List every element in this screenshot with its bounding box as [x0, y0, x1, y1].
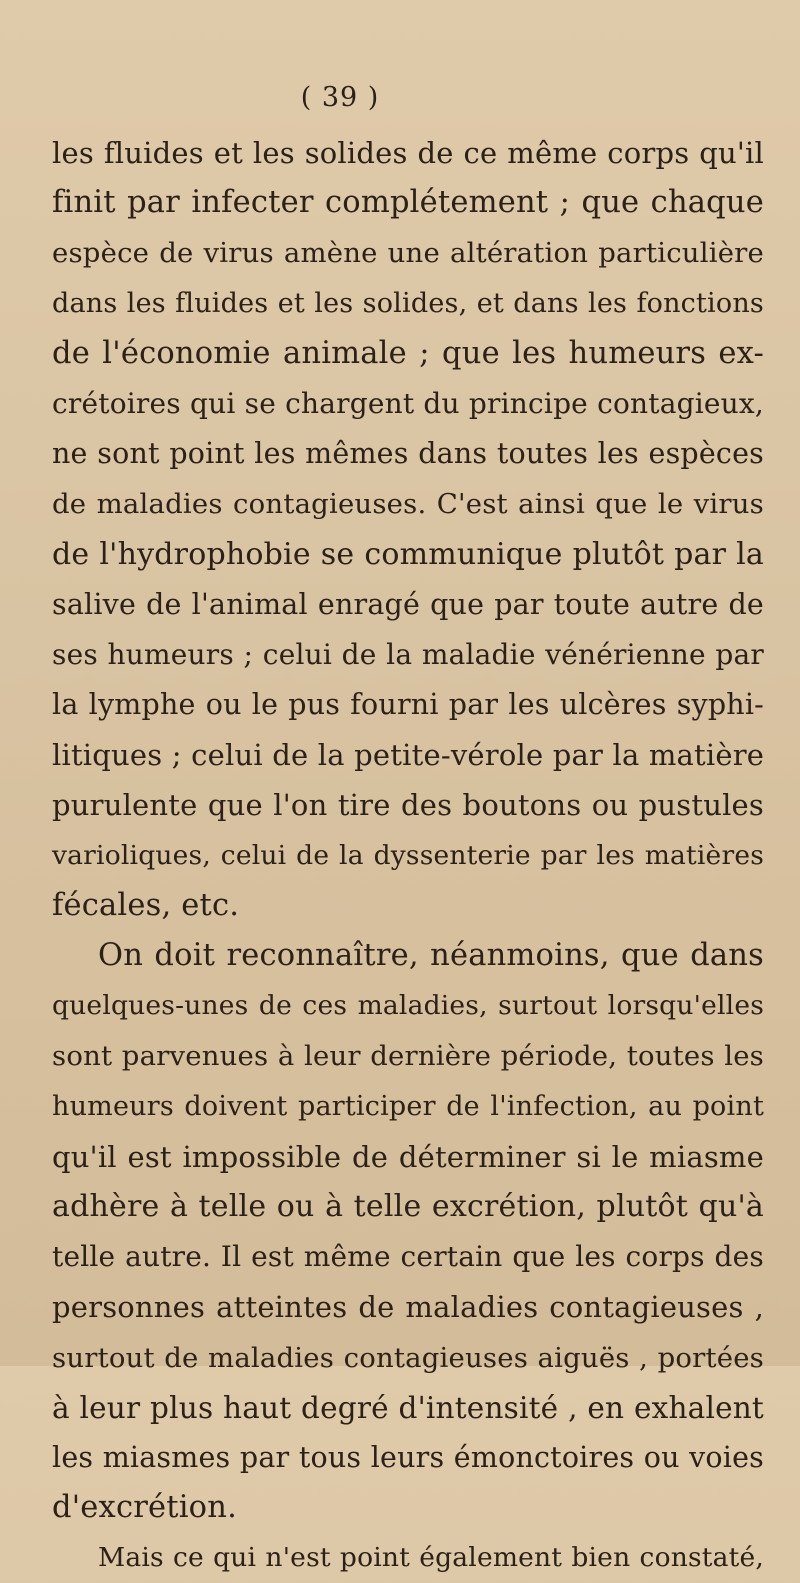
text-line: surtout de maladies contagieuses aiguës , portées [52, 1341, 764, 1374]
text-line: à leur plus haut degré d'intensité , en exhalent [52, 1390, 764, 1425]
text-line: varioliques, celui de la dyssenterie par les matières [52, 839, 764, 871]
text-line: On doit reconnaître, néanmoins, que dans [98, 938, 764, 973]
text-line: la lymphe ou le pus fourni par les ulcères syphi- [52, 688, 764, 722]
text-line: telle autre. Il est même certain que les corps des [52, 1240, 764, 1274]
text-line: qu'il est impossible de déterminer si le miasme [52, 1139, 764, 1174]
text-line: dans les fluides et les solides, et dans les fonctions [52, 287, 764, 319]
text-line: personnes atteintes de maladies contagieuses , [52, 1290, 764, 1325]
text-line: espèce de virus amène une altération particulière [52, 237, 764, 270]
text-line: sont parvenues à leur dernière période, toutes les [52, 1040, 764, 1073]
text-line: Mais ce qui n'est point également bien constaté, [98, 1542, 764, 1574]
text-line: adhère à telle ou à telle excrétion, plutôt qu'à [52, 1188, 764, 1224]
text-line: fécales, etc. [52, 887, 240, 923]
text-line: humeurs doivent participer de l'infection, au point [52, 1090, 764, 1122]
text-line: finit par infecter complétement ; que chaque [52, 185, 764, 221]
text-line: ne sont point les mêmes dans toutes les espèces [52, 437, 764, 471]
text-line: de maladies contagieuses. C'est ainsi que le virus [52, 488, 764, 521]
text-line: salive de l'animal enragé que par toute autre de [52, 587, 764, 621]
text-line: quelques-unes de ces maladies, surtout lorsqu'elles [52, 990, 764, 1022]
text-line: litiques ; celui de la petite-vérole par la matière [52, 738, 765, 773]
text-line: ses humeurs ; celui de la maladie vénérienne par [52, 637, 764, 671]
text-line: d'excrétion. [52, 1490, 237, 1526]
body-text [52, 128, 764, 1583]
text-line: purulente que l'on tire des boutons ou pustules [52, 788, 764, 823]
page-number: ( 39 ) [300, 82, 380, 113]
text-line: crétoires qui se chargent du principe contagieux, [52, 386, 764, 420]
text-line: de l'économie animale ; que les humeurs ex- [52, 335, 764, 371]
text-line: les fluides et les solides de ce même corps qu'il [52, 136, 764, 170]
text-line: de l'hydrophobie se communique plutôt par la [52, 536, 764, 572]
text-line: les miasmes par tous leurs émonctoires ou voies [52, 1440, 764, 1474]
